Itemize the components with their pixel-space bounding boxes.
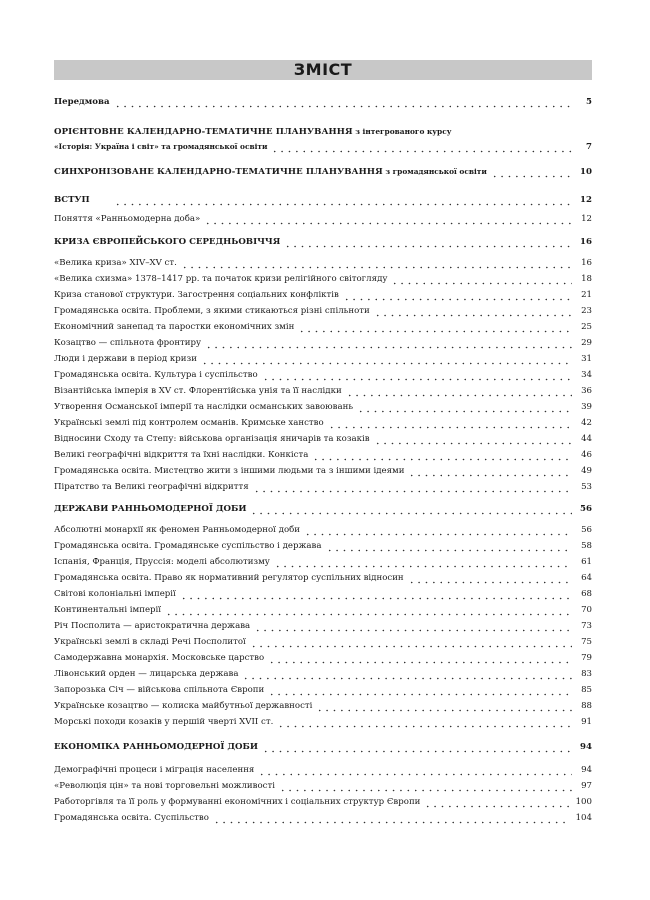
- toc-item[interactable]: [54, 211, 592, 225]
- toc-entry-plan1[interactable]: [54, 139, 592, 153]
- toc-page-number: 56: [580, 504, 592, 514]
- dot-leader: [114, 194, 572, 206]
- dot-leader: [277, 716, 572, 728]
- toc-item[interactable]: [54, 479, 592, 493]
- dot-leader: [424, 796, 569, 808]
- toc-entry-label: [54, 141, 271, 153]
- toc-item[interactable]: [54, 271, 592, 285]
- toc-entry-sub: з інтегрованого курсу: [352, 127, 452, 136]
- toc-page-number: 42: [581, 418, 592, 428]
- dot-leader: [204, 213, 572, 225]
- dot-leader: [326, 540, 573, 552]
- dot-leader: [284, 236, 572, 248]
- toc-section-title: ЕКОНОМІКА РАННЬОМОДЕРНОЇ ДОБИ: [54, 741, 262, 753]
- toc-item-label: Громадянська освіта. Громадянське суспільство і держава: [54, 540, 326, 552]
- dot-leader: [408, 465, 572, 477]
- toc-page-number: 16: [580, 237, 592, 247]
- dot-leader: [213, 812, 570, 824]
- toc-item-label: Візантійська імперія в XV ст. Флорентійська унія та її наслідки: [54, 385, 346, 397]
- dot-leader: [279, 780, 572, 792]
- toc-item-label: Люди і держави в період кризи: [54, 353, 201, 365]
- toc-item-label: «Революція цін» та нові торговельні можливості: [54, 780, 279, 792]
- toc-page-number: 104: [575, 813, 592, 823]
- toc-item[interactable]: [54, 351, 592, 365]
- toc-item[interactable]: [54, 287, 592, 301]
- toc-item[interactable]: [54, 538, 592, 552]
- toc-page-number: 25: [581, 322, 592, 332]
- toc-page-number: 44: [581, 434, 592, 444]
- toc-item[interactable]: [54, 618, 592, 632]
- toc-page-number: 94: [580, 742, 592, 752]
- toc-item-label: Громадянська освіта. Право як нормативний регулятор суспільних відносин: [54, 572, 408, 584]
- toc-item-label: Світові колоніальні імперії: [54, 588, 180, 600]
- toc-page-number: 10: [580, 167, 592, 177]
- toc-item[interactable]: [54, 602, 592, 616]
- toc-item[interactable]: [54, 810, 592, 824]
- toc-item[interactable]: [54, 447, 592, 461]
- toc-page-number: 23: [581, 306, 592, 316]
- toc-entry-caps: ОРІЄНТОВНЕ КАЛЕНДАРНО-ТЕМАТИЧНЕ ПЛАНУВАННЯ: [54, 127, 353, 137]
- toc-section-crisis[interactable]: [54, 234, 592, 248]
- toc-page-number: 49: [581, 466, 592, 476]
- toc-item[interactable]: [54, 303, 592, 317]
- toc-section-intro[interactable]: [54, 192, 592, 206]
- toc-item-label: Річ Посполита — аристократична держава: [54, 620, 254, 632]
- toc-item-label: Громадянська освіта. Культура і суспільство: [54, 369, 262, 381]
- toc-item-label: Громадянська освіта. Проблеми, з якими стикаються різні спільноти: [54, 305, 374, 317]
- dot-leader: [304, 524, 572, 536]
- toc-section-states[interactable]: [54, 501, 592, 515]
- toc-page-number: 16: [581, 258, 592, 268]
- toc-entry-label: [54, 166, 491, 178]
- dot-leader: [250, 636, 572, 648]
- dot-leader: [254, 620, 572, 632]
- toc-item[interactable]: [54, 698, 592, 712]
- toc-entry-sub: «Історія: Україна і світ» та громадянської освіти: [54, 142, 268, 151]
- toc-page-number: 7: [586, 142, 592, 152]
- dot-leader: [374, 305, 572, 317]
- toc-item-label: Утворення Османської імперії та наслідки османських завоювань: [54, 401, 357, 413]
- toc-page-number: 91: [581, 717, 592, 727]
- toc-item[interactable]: [54, 666, 592, 680]
- dot-leader: [181, 257, 572, 269]
- toc-page-number: 12: [580, 195, 592, 205]
- toc-page-number: 18: [581, 274, 592, 284]
- toc-item[interactable]: [54, 794, 592, 808]
- toc-item[interactable]: [54, 650, 592, 664]
- dot-leader: [253, 481, 572, 493]
- toc-item-label: Работоргівля та її роль у формуванні економічних і соціальних структур Європи: [54, 796, 424, 808]
- toc-item[interactable]: [54, 431, 592, 445]
- toc-item-label: Великі географічні відкриття та їхні наслідки. Конкіста: [54, 449, 312, 461]
- toc-page-number: 12: [581, 214, 592, 224]
- toc-page-number: 5: [586, 97, 592, 107]
- toc-page-number: 53: [581, 482, 592, 492]
- toc-item-label: Піратство та Великі географічні відкриття: [54, 481, 253, 493]
- dot-leader: [262, 369, 572, 381]
- toc-page-number: 85: [581, 685, 592, 695]
- toc-entry-label: [54, 126, 455, 138]
- toc-entry-caps: СИНХРОНІЗОВАНЕ КАЛЕНДАРНО-ТЕМАТИЧНЕ ПЛАНУВАННЯ: [54, 167, 383, 177]
- toc-entry-label: Передмова: [54, 96, 114, 108]
- toc-section-title: ВСТУП: [54, 194, 114, 206]
- dot-leader: [262, 741, 572, 753]
- dot-leader: [268, 652, 572, 664]
- toc-item[interactable]: [54, 383, 592, 397]
- toc-page-number: 64: [581, 573, 592, 583]
- toc-item-label: «Велика схизма» 1378–1417 рр. та початок кризи релігійного світогляду: [54, 273, 391, 285]
- toc-item[interactable]: [54, 367, 592, 381]
- toc-item[interactable]: [54, 522, 592, 536]
- toc-entry-plan1-line1[interactable]: [54, 124, 592, 138]
- toc-page-number: 56: [581, 525, 592, 535]
- toc-item-label: Українські землі під контролем османів. Кримське ханство: [54, 417, 328, 429]
- toc-item-label: Громадянська освіта. Суспільство: [54, 812, 213, 824]
- toc-page-number: 79: [581, 653, 592, 663]
- toc-page-number: 61: [581, 557, 592, 567]
- toc-item[interactable]: [54, 399, 592, 413]
- toc-item[interactable]: [54, 463, 592, 477]
- toc-page-number: 34: [581, 370, 592, 380]
- dot-leader: [298, 321, 572, 333]
- toc-page-number: 58: [581, 541, 592, 551]
- contents-title-bar: [54, 60, 592, 80]
- toc-item-label: Запорозька Січ — військова спільнота Європи: [54, 684, 268, 696]
- toc-item-label: Лівонський орден — лицарська держава: [54, 668, 242, 680]
- toc-item-label: Відносини Сходу та Степу: військова організація яничарів та козаків: [54, 433, 374, 445]
- toc-item-label: Морські походи козаків у першій чверті XVII ст.: [54, 716, 277, 728]
- toc-item[interactable]: [54, 554, 592, 568]
- toc-item[interactable]: [54, 682, 592, 696]
- toc-item-label: Економічний занепад та паростки економічних змін: [54, 321, 298, 333]
- dot-leader: [357, 401, 572, 413]
- toc-item[interactable]: [54, 634, 592, 648]
- toc-item[interactable]: [54, 335, 592, 349]
- toc-item[interactable]: [54, 778, 592, 792]
- toc-entry-preface[interactable]: [54, 94, 592, 108]
- dot-leader: [346, 385, 572, 397]
- dot-leader: [274, 556, 572, 568]
- dot-leader: [271, 141, 572, 153]
- dot-leader: [312, 449, 572, 461]
- toc-item[interactable]: [54, 255, 592, 269]
- toc-page-number: 73: [581, 621, 592, 631]
- dot-leader: [258, 764, 572, 776]
- toc-section-economy[interactable]: [54, 739, 592, 753]
- toc-page-number: 36: [581, 386, 592, 396]
- toc-page-number: 70: [581, 605, 592, 615]
- toc-page-number: 94: [581, 765, 592, 775]
- toc-item-label: Українське козацтво — колиска майбутньої державності: [54, 700, 316, 712]
- toc-item[interactable]: [54, 762, 592, 776]
- toc-page-number: 29: [581, 338, 592, 348]
- dot-leader: [391, 273, 572, 285]
- toc-page-number: 83: [581, 669, 592, 679]
- toc-page-number: 46: [581, 450, 592, 460]
- dot-leader: [114, 96, 572, 108]
- dot-leader: [328, 417, 572, 429]
- dot-leader: [205, 337, 572, 349]
- toc-item-label: Козацтво — спільнота фронтиру: [54, 337, 205, 349]
- toc-page-number: 39: [581, 402, 592, 412]
- toc-item-label: «Велика криза» XIV–XV ст.: [54, 257, 181, 269]
- toc-page-number: 97: [581, 781, 592, 791]
- toc-item[interactable]: [54, 586, 592, 600]
- toc-item-label: Поняття «Ранньомодерна доба»: [54, 213, 204, 225]
- dot-leader: [343, 289, 572, 301]
- dot-leader: [268, 684, 572, 696]
- toc-item-label: Абсолютні монархії як феномен Ранньомодерної доби: [54, 524, 304, 536]
- toc-section-title: КРИЗА ЄВРОПЕЙСЬКОГО СЕРЕДНЬОВІЧЧЯ: [54, 236, 284, 248]
- dot-leader: [165, 604, 572, 616]
- toc-page-number: 68: [581, 589, 592, 599]
- toc-item[interactable]: [54, 319, 592, 333]
- dot-leader: [491, 166, 572, 178]
- toc-item-label: Континентальні імперії: [54, 604, 165, 616]
- dot-leader: [242, 668, 572, 680]
- toc-page-number: 100: [575, 797, 592, 807]
- toc-section-title: ДЕРЖАВИ РАННЬОМОДЕРНОЇ ДОБИ: [54, 503, 250, 515]
- toc-page-number: 21: [581, 290, 592, 300]
- toc-item[interactable]: [54, 714, 592, 728]
- toc-item-label: Громадянська освіта. Мистецтво жити з іншими людьми та з іншими ідеями: [54, 465, 408, 477]
- toc-item[interactable]: [54, 570, 592, 584]
- dot-leader: [201, 353, 572, 365]
- dot-leader: [374, 433, 572, 445]
- toc-page-number: 88: [581, 701, 592, 711]
- toc-item-label: Українські землі в складі Речі Посполитої: [54, 636, 250, 648]
- dot-leader: [180, 588, 572, 600]
- toc-item[interactable]: [54, 415, 592, 429]
- dot-leader: [408, 572, 572, 584]
- toc-item-label: Демографічні процеси і міграція населення: [54, 764, 258, 776]
- toc-item-label: Іспанія, Франція, Пруссія: моделі абсолютизму: [54, 556, 274, 568]
- toc-page-number: 31: [581, 354, 592, 364]
- dot-leader: [316, 700, 572, 712]
- toc-page-number: 75: [581, 637, 592, 647]
- page-title: ЗМІСТ: [293, 60, 353, 79]
- toc-entry-plan2[interactable]: [54, 164, 592, 178]
- toc-item-label: Самодержавна монархія. Московське царство: [54, 652, 268, 664]
- toc-item-label: Криза станової структури. Загострення соціальних конфліктів: [54, 289, 343, 301]
- toc-entry-sub: з громадянської освіти: [382, 167, 487, 176]
- dot-leader: [250, 503, 572, 515]
